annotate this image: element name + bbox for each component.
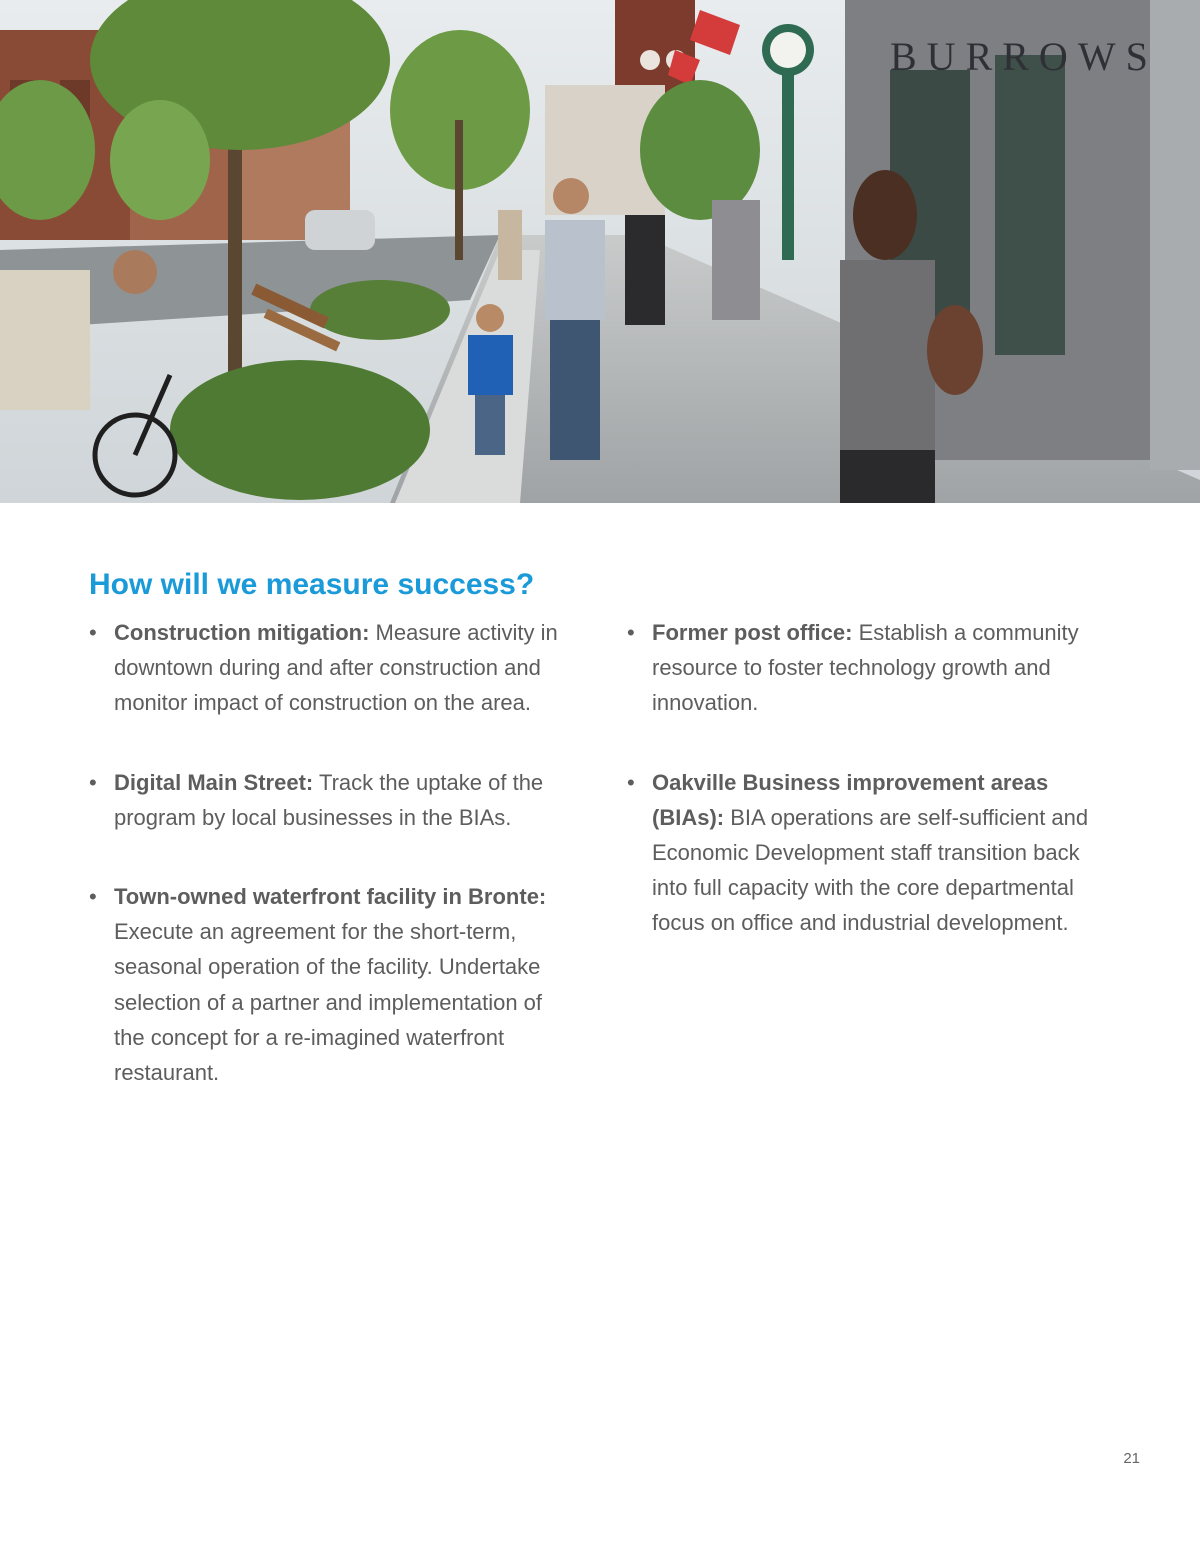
item-label: Former post office: <box>652 620 853 645</box>
measures-list-left <box>89 615 569 1090</box>
measures-list-right <box>627 615 1107 941</box>
item-label: Construction mitigation: <box>114 620 370 645</box>
bullet-icon: • <box>627 620 635 645</box>
list-item <box>89 615 569 721</box>
storefront-sign: BURROWS <box>890 34 1158 79</box>
bullet-icon: • <box>89 620 97 645</box>
item-text: Track the uptake of the program by local businesses in the BIAs. <box>114 769 544 830</box>
list-item <box>627 765 1107 941</box>
item-text: Establish a community resource to foster technology growth and innovation. <box>652 620 1079 716</box>
bullet-icon: • <box>89 769 97 795</box>
item-text: BIA operations are self-sufficient and Economic Development staff transition back into full capacity with the core departmental focus on office and industrial development. <box>652 804 1089 936</box>
item-label: Digital Main Street: <box>114 769 314 795</box>
list-item <box>89 765 569 835</box>
item-label: Oakville Business improvement areas (BIAs): <box>652 769 1049 830</box>
list-item <box>627 615 1107 721</box>
bullet-icon: • <box>627 769 635 795</box>
item-text: Execute an agreement for the short-term, seasonal operation of the facility. Undertake selection of a partner and implementation of the concept for a re-imagined waterfront restaurant. <box>114 919 543 1086</box>
bullet-icon: • <box>89 884 97 910</box>
page-number: 21 <box>1123 1450 1140 1467</box>
item-label: Town-owned waterfront facility in Bronte: <box>114 884 547 910</box>
streetscape-illustration <box>0 0 1200 503</box>
list-item <box>89 879 569 1090</box>
item-text: Measure activity in downtown during and after construction and monitor impact of construction on the area. <box>114 620 558 716</box>
hero-photo <box>0 0 1200 503</box>
section-title: How will we measure success? <box>89 568 535 601</box>
